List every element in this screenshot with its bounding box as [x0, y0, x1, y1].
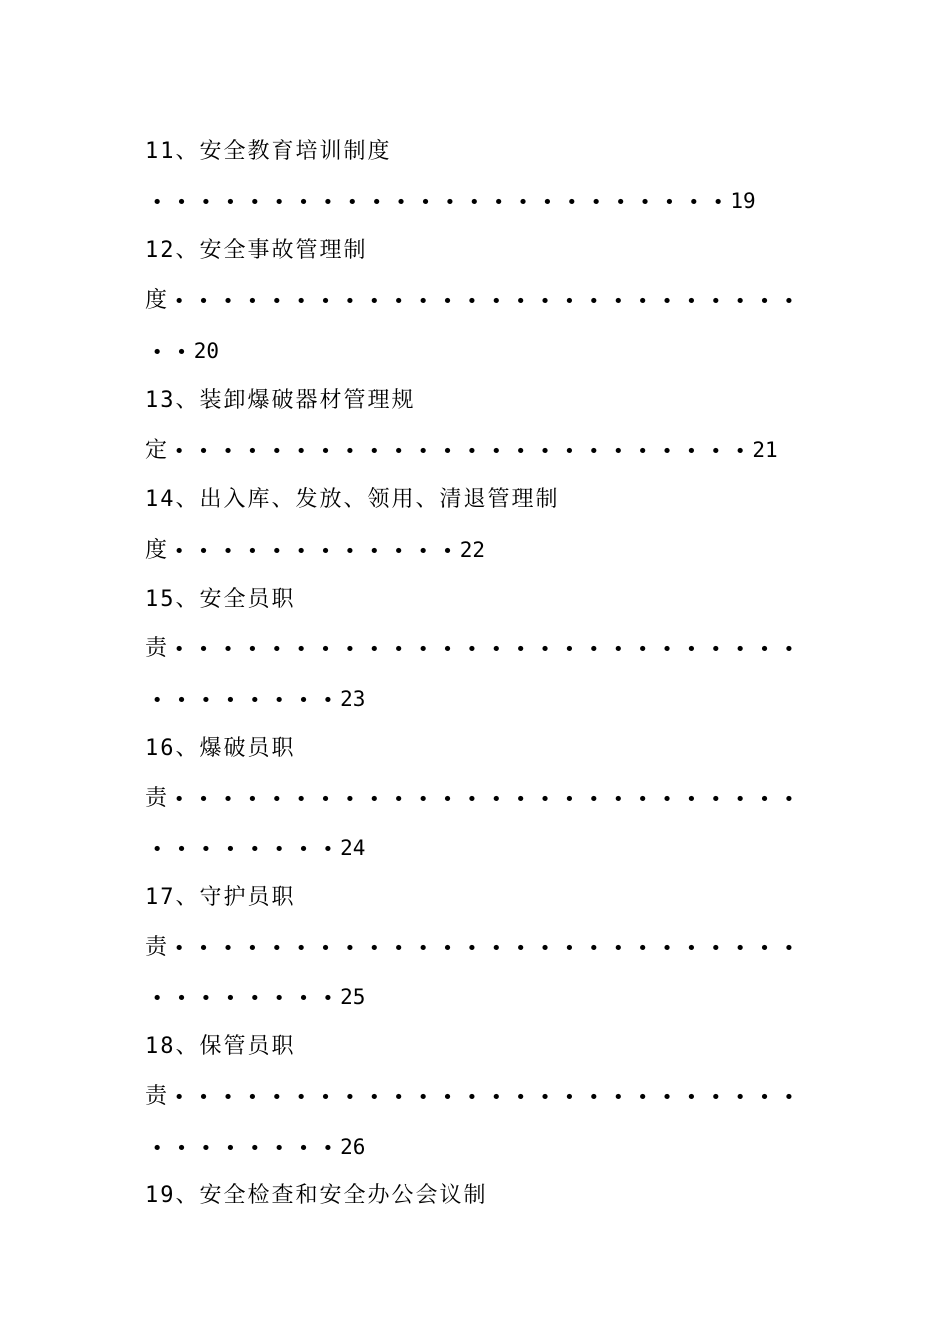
leader-dot: •: [368, 1087, 380, 1108]
toc-entry-title: 17、守护员职: [145, 885, 296, 910]
leader-dot: •: [539, 639, 551, 660]
leader-dot: •: [639, 192, 651, 213]
leader-dot: •: [298, 839, 309, 860]
leader-dot: •: [517, 192, 529, 213]
leader-dot: •: [295, 541, 307, 562]
leader-dot: •: [173, 789, 185, 810]
toc-page-number: 24: [340, 836, 366, 860]
leader-dot: •: [393, 291, 405, 312]
leader-dot: •: [322, 690, 334, 711]
leader-dot: •: [222, 291, 234, 312]
leader-dot: •: [176, 839, 187, 860]
leader-dot: •: [466, 789, 478, 810]
leader-dot: •: [246, 441, 258, 462]
leader-dot: •: [222, 938, 234, 959]
leader-dot: •: [320, 1087, 331, 1108]
leader-dot: •: [298, 988, 309, 1009]
leader-dot: •: [661, 441, 673, 462]
toc-entry-title: 16、爆破员职: [145, 736, 296, 761]
leader-dot: •: [710, 1087, 722, 1108]
leader-dot: •: [564, 639, 575, 660]
leader-dot: •: [710, 938, 722, 959]
leader-dot: •: [271, 1087, 283, 1108]
leader-dot: •: [295, 639, 307, 660]
toc-page-number: 25: [340, 985, 366, 1009]
leader-dot: •: [222, 639, 234, 660]
leader-dot: •: [688, 192, 700, 213]
leader-dot: •: [710, 789, 722, 810]
leader-dot: •: [344, 938, 356, 959]
leader-dot: •: [346, 192, 358, 213]
leader-dot: •: [539, 938, 551, 959]
leader-dot: •: [198, 639, 210, 660]
toc-leader-lead-char: 度: [145, 538, 168, 563]
leader-dot: •: [224, 690, 236, 711]
leader-dot: •: [515, 789, 527, 810]
leader-dot: •: [612, 639, 624, 660]
leader-dot: •: [320, 938, 331, 959]
leader-dot: •: [393, 541, 405, 562]
leader-dot: •: [295, 441, 307, 462]
leader-dot: •: [173, 541, 185, 562]
toc-entry-title: 12、安全事故管理制: [145, 238, 368, 263]
leader-dot: •: [173, 1087, 185, 1108]
toc-leader-lead-char: 责: [145, 935, 168, 960]
toc-entry-title: 14、出入库、发放、领用、清退管理制: [145, 487, 560, 512]
leader-dot: •: [320, 441, 331, 462]
leader-dot: •: [637, 1087, 649, 1108]
leader-dot: •: [442, 291, 453, 312]
toc-page-number: 23: [340, 687, 366, 711]
leader-dot: •: [588, 291, 600, 312]
toc-leader-lead-char: 责: [145, 636, 168, 661]
leader-dot: •: [442, 541, 453, 562]
leader-dot: •: [539, 291, 551, 312]
leader-dot: •: [466, 938, 478, 959]
leader-dot: •: [173, 291, 185, 312]
leader-dot: •: [442, 639, 453, 660]
leader-dot: •: [539, 441, 551, 462]
leader-dot: •: [417, 938, 429, 959]
leader-dot: •: [685, 789, 697, 810]
leader-dot: •: [590, 192, 602, 213]
leader-dot: •: [368, 789, 380, 810]
leader-dot: •: [417, 789, 429, 810]
leader-dot: •: [637, 639, 649, 660]
leader-dot: •: [685, 291, 697, 312]
leader-dot: •: [759, 639, 770, 660]
leader-dot: •: [442, 1087, 453, 1108]
leader-dot: •: [224, 192, 236, 213]
leader-dot: •: [515, 291, 527, 312]
leader-dot: •: [612, 938, 624, 959]
leader-dot: •: [588, 441, 600, 462]
leader-dot: •: [295, 938, 307, 959]
toc-leader-line: [145, 634, 801, 664]
leader-dot: •: [442, 789, 453, 810]
leader-dot: •: [783, 291, 795, 312]
leader-dot: •: [246, 789, 258, 810]
toc-leader-line: [145, 833, 365, 863]
toc-page-number: 26: [340, 1135, 366, 1159]
leader-dot: •: [320, 789, 331, 810]
leader-dot: •: [490, 789, 502, 810]
leader-dot: •: [368, 291, 380, 312]
leader-dot: •: [759, 789, 770, 810]
leader-dot: •: [661, 789, 673, 810]
leader-dot: •: [368, 639, 380, 660]
toc-page-number: 19: [730, 189, 756, 213]
toc-leader-line: [145, 982, 365, 1012]
leader-dot: •: [710, 441, 722, 462]
leader-dot: •: [490, 441, 502, 462]
leader-dot: •: [661, 938, 673, 959]
leader-dot: •: [542, 192, 553, 213]
leader-dot: •: [710, 291, 722, 312]
leader-dot: •: [734, 789, 746, 810]
leader-dot: •: [173, 441, 185, 462]
leader-dot: •: [200, 690, 212, 711]
leader-dot: •: [685, 938, 697, 959]
toc-leader-lead-char: 责: [145, 786, 168, 811]
leader-dot: •: [490, 1087, 502, 1108]
leader-dot: •: [685, 441, 697, 462]
leader-dot: •: [295, 1087, 307, 1108]
leader-dot: •: [615, 192, 627, 213]
leader-dot: •: [395, 192, 407, 213]
toc-leader-line: [145, 784, 801, 814]
toc-leader-line: [145, 186, 756, 216]
leader-dot: •: [759, 1087, 770, 1108]
leader-dot: •: [466, 441, 478, 462]
toc-leader-line: [145, 435, 778, 465]
leader-dot: •: [588, 1087, 600, 1108]
leader-dot: •: [564, 441, 575, 462]
leader-dot: •: [466, 1087, 478, 1108]
leader-dot: •: [298, 690, 309, 711]
leader-dot: •: [320, 639, 331, 660]
leader-dot: •: [249, 192, 261, 213]
leader-dot: •: [661, 291, 673, 312]
leader-dot: •: [344, 639, 356, 660]
leader-dot: •: [271, 789, 283, 810]
leader-dot: •: [271, 291, 283, 312]
leader-dot: •: [322, 192, 334, 213]
leader-dot: •: [224, 1138, 236, 1159]
leader-dot: •: [466, 639, 478, 660]
toc-leader-line: [145, 1082, 801, 1112]
leader-dot: •: [783, 938, 795, 959]
leader-dot: •: [320, 291, 331, 312]
leader-dot: •: [246, 291, 258, 312]
leader-dot: •: [198, 938, 210, 959]
leader-dot: •: [637, 441, 649, 462]
leader-dot: •: [344, 291, 356, 312]
leader-dot: •: [273, 988, 285, 1009]
leader-dot: •: [417, 291, 429, 312]
leader-dot: •: [198, 1087, 210, 1108]
toc-entry-title: 11、安全教育培训制度: [145, 139, 392, 164]
leader-dot: •: [273, 192, 285, 213]
toc-leader-line: [145, 535, 485, 565]
leader-dot: •: [368, 938, 380, 959]
leader-dot: •: [222, 789, 234, 810]
leader-dot: •: [588, 938, 600, 959]
leader-dot: •: [271, 938, 283, 959]
leader-dot: •: [200, 988, 212, 1009]
leader-dot: •: [442, 441, 453, 462]
toc-leader-lead-char: 责: [145, 1084, 168, 1109]
leader-dot: •: [393, 938, 405, 959]
leader-dot: •: [322, 1138, 334, 1159]
leader-dot: •: [759, 291, 770, 312]
leader-dot: •: [564, 291, 575, 312]
toc-leader-line: [145, 684, 365, 714]
leader-dot: •: [176, 988, 187, 1009]
leader-dot: •: [249, 1138, 261, 1159]
leader-dot: •: [151, 988, 163, 1009]
leader-dot: •: [200, 839, 212, 860]
leader-dot: •: [298, 1138, 309, 1159]
leader-dot: •: [176, 690, 187, 711]
leader-dot: •: [200, 192, 212, 213]
leader-dot: •: [663, 192, 675, 213]
toc-entry-title: 18、保管员职: [145, 1034, 296, 1059]
leader-dot: •: [273, 1138, 285, 1159]
leader-dot: •: [493, 192, 505, 213]
leader-dot: •: [637, 789, 649, 810]
leader-dot: •: [661, 1087, 673, 1108]
toc-page-number: 20: [193, 339, 220, 363]
toc-leader-line: [145, 1132, 365, 1162]
leader-dot: •: [151, 839, 163, 860]
leader-dot: •: [393, 1087, 405, 1108]
leader-dot: •: [783, 639, 795, 660]
leader-dot: •: [393, 441, 405, 462]
leader-dot: •: [298, 192, 309, 213]
leader-dot: •: [564, 938, 575, 959]
leader-dot: •: [417, 441, 429, 462]
leader-dot: •: [515, 441, 527, 462]
leader-dot: •: [271, 639, 283, 660]
leader-dot: •: [198, 541, 210, 562]
leader-dot: •: [490, 639, 502, 660]
leader-dot: •: [344, 789, 356, 810]
leader-dot: •: [371, 192, 383, 213]
toc-entry-title: 19、安全检查和安全办公会议制: [145, 1183, 488, 1208]
leader-dot: •: [151, 1138, 163, 1159]
leader-dot: •: [368, 441, 380, 462]
leader-dot: •: [539, 1087, 551, 1108]
leader-dot: •: [417, 1087, 429, 1108]
leader-dot: •: [515, 1087, 527, 1108]
leader-dot: •: [637, 291, 649, 312]
leader-dot: •: [173, 938, 185, 959]
leader-dot: •: [271, 441, 283, 462]
leader-dot: •: [198, 789, 210, 810]
leader-dot: •: [176, 342, 187, 363]
leader-dot: •: [273, 690, 285, 711]
leader-dot: •: [612, 1087, 624, 1108]
leader-dot: •: [320, 541, 331, 562]
toc-page-number: 21: [752, 438, 778, 462]
leader-dot: •: [444, 192, 456, 213]
leader-dot: •: [344, 1087, 356, 1108]
toc-entry-title: 15、安全员职: [145, 587, 296, 612]
leader-dot: •: [322, 988, 334, 1009]
leader-dot: •: [661, 639, 673, 660]
toc-leader-line: [145, 933, 801, 963]
leader-dot: •: [249, 690, 261, 711]
leader-dot: •: [200, 1138, 212, 1159]
leader-dot: •: [637, 938, 649, 959]
leader-dot: •: [734, 639, 746, 660]
leader-dot: •: [566, 192, 578, 213]
leader-dot: •: [490, 291, 502, 312]
leader-dot: •: [564, 1087, 575, 1108]
leader-dot: •: [734, 938, 746, 959]
leader-dot: •: [759, 938, 770, 959]
leader-dot: •: [393, 639, 405, 660]
leader-dot: •: [417, 639, 429, 660]
leader-dot: •: [612, 789, 624, 810]
leader-dot: •: [151, 192, 163, 213]
leader-dot: •: [515, 639, 527, 660]
leader-dot: •: [442, 938, 453, 959]
leader-dot: •: [224, 988, 236, 1009]
toc-entry-title: 13、装卸爆破器材管理规: [145, 388, 416, 413]
leader-dot: •: [222, 1087, 234, 1108]
leader-dot: •: [273, 839, 285, 860]
leader-dot: •: [612, 291, 624, 312]
leader-dot: •: [246, 1087, 258, 1108]
toc-page-number: 22: [459, 538, 485, 562]
leader-dot: •: [393, 789, 405, 810]
leader-dot: •: [712, 192, 724, 213]
leader-dot: •: [322, 839, 334, 860]
leader-dot: •: [295, 291, 307, 312]
leader-dot: •: [271, 541, 283, 562]
leader-dot: •: [710, 639, 722, 660]
leader-dot: •: [515, 938, 527, 959]
leader-dot: •: [588, 789, 600, 810]
leader-dot: •: [246, 938, 258, 959]
leader-dot: •: [224, 839, 236, 860]
toc-leader-lead-char: 定: [145, 438, 168, 463]
toc-leader-lead-char: 度: [145, 288, 168, 313]
leader-dot: •: [685, 1087, 697, 1108]
leader-dot: •: [685, 639, 697, 660]
leader-dot: •: [783, 1087, 795, 1108]
leader-dot: •: [222, 541, 234, 562]
leader-dot: •: [734, 1087, 746, 1108]
leader-dot: •: [222, 441, 234, 462]
leader-dot: •: [420, 192, 431, 213]
leader-dot: •: [734, 441, 746, 462]
leader-dot: •: [564, 789, 575, 810]
leader-dot: •: [198, 291, 210, 312]
leader-dot: •: [734, 291, 746, 312]
leader-dot: •: [249, 839, 261, 860]
leader-dot: •: [176, 192, 187, 213]
leader-dot: •: [151, 690, 163, 711]
leader-dot: •: [246, 639, 258, 660]
leader-dot: •: [249, 988, 261, 1009]
leader-dot: •: [417, 541, 429, 562]
leader-dot: •: [344, 541, 356, 562]
leader-dot: •: [176, 1138, 187, 1159]
leader-dot: •: [295, 789, 307, 810]
leader-dot: •: [588, 639, 600, 660]
toc-leader-line: [145, 336, 219, 366]
leader-dot: •: [612, 441, 624, 462]
leader-dot: •: [173, 639, 185, 660]
leader-dot: •: [539, 789, 551, 810]
leader-dot: •: [783, 789, 795, 810]
toc-leader-line: [145, 286, 801, 316]
leader-dot: •: [246, 541, 258, 562]
leader-dot: •: [490, 938, 502, 959]
leader-dot: •: [466, 291, 478, 312]
leader-dot: •: [151, 342, 163, 363]
leader-dot: •: [468, 192, 480, 213]
leader-dot: •: [344, 441, 356, 462]
leader-dot: •: [368, 541, 380, 562]
leader-dot: •: [198, 441, 210, 462]
